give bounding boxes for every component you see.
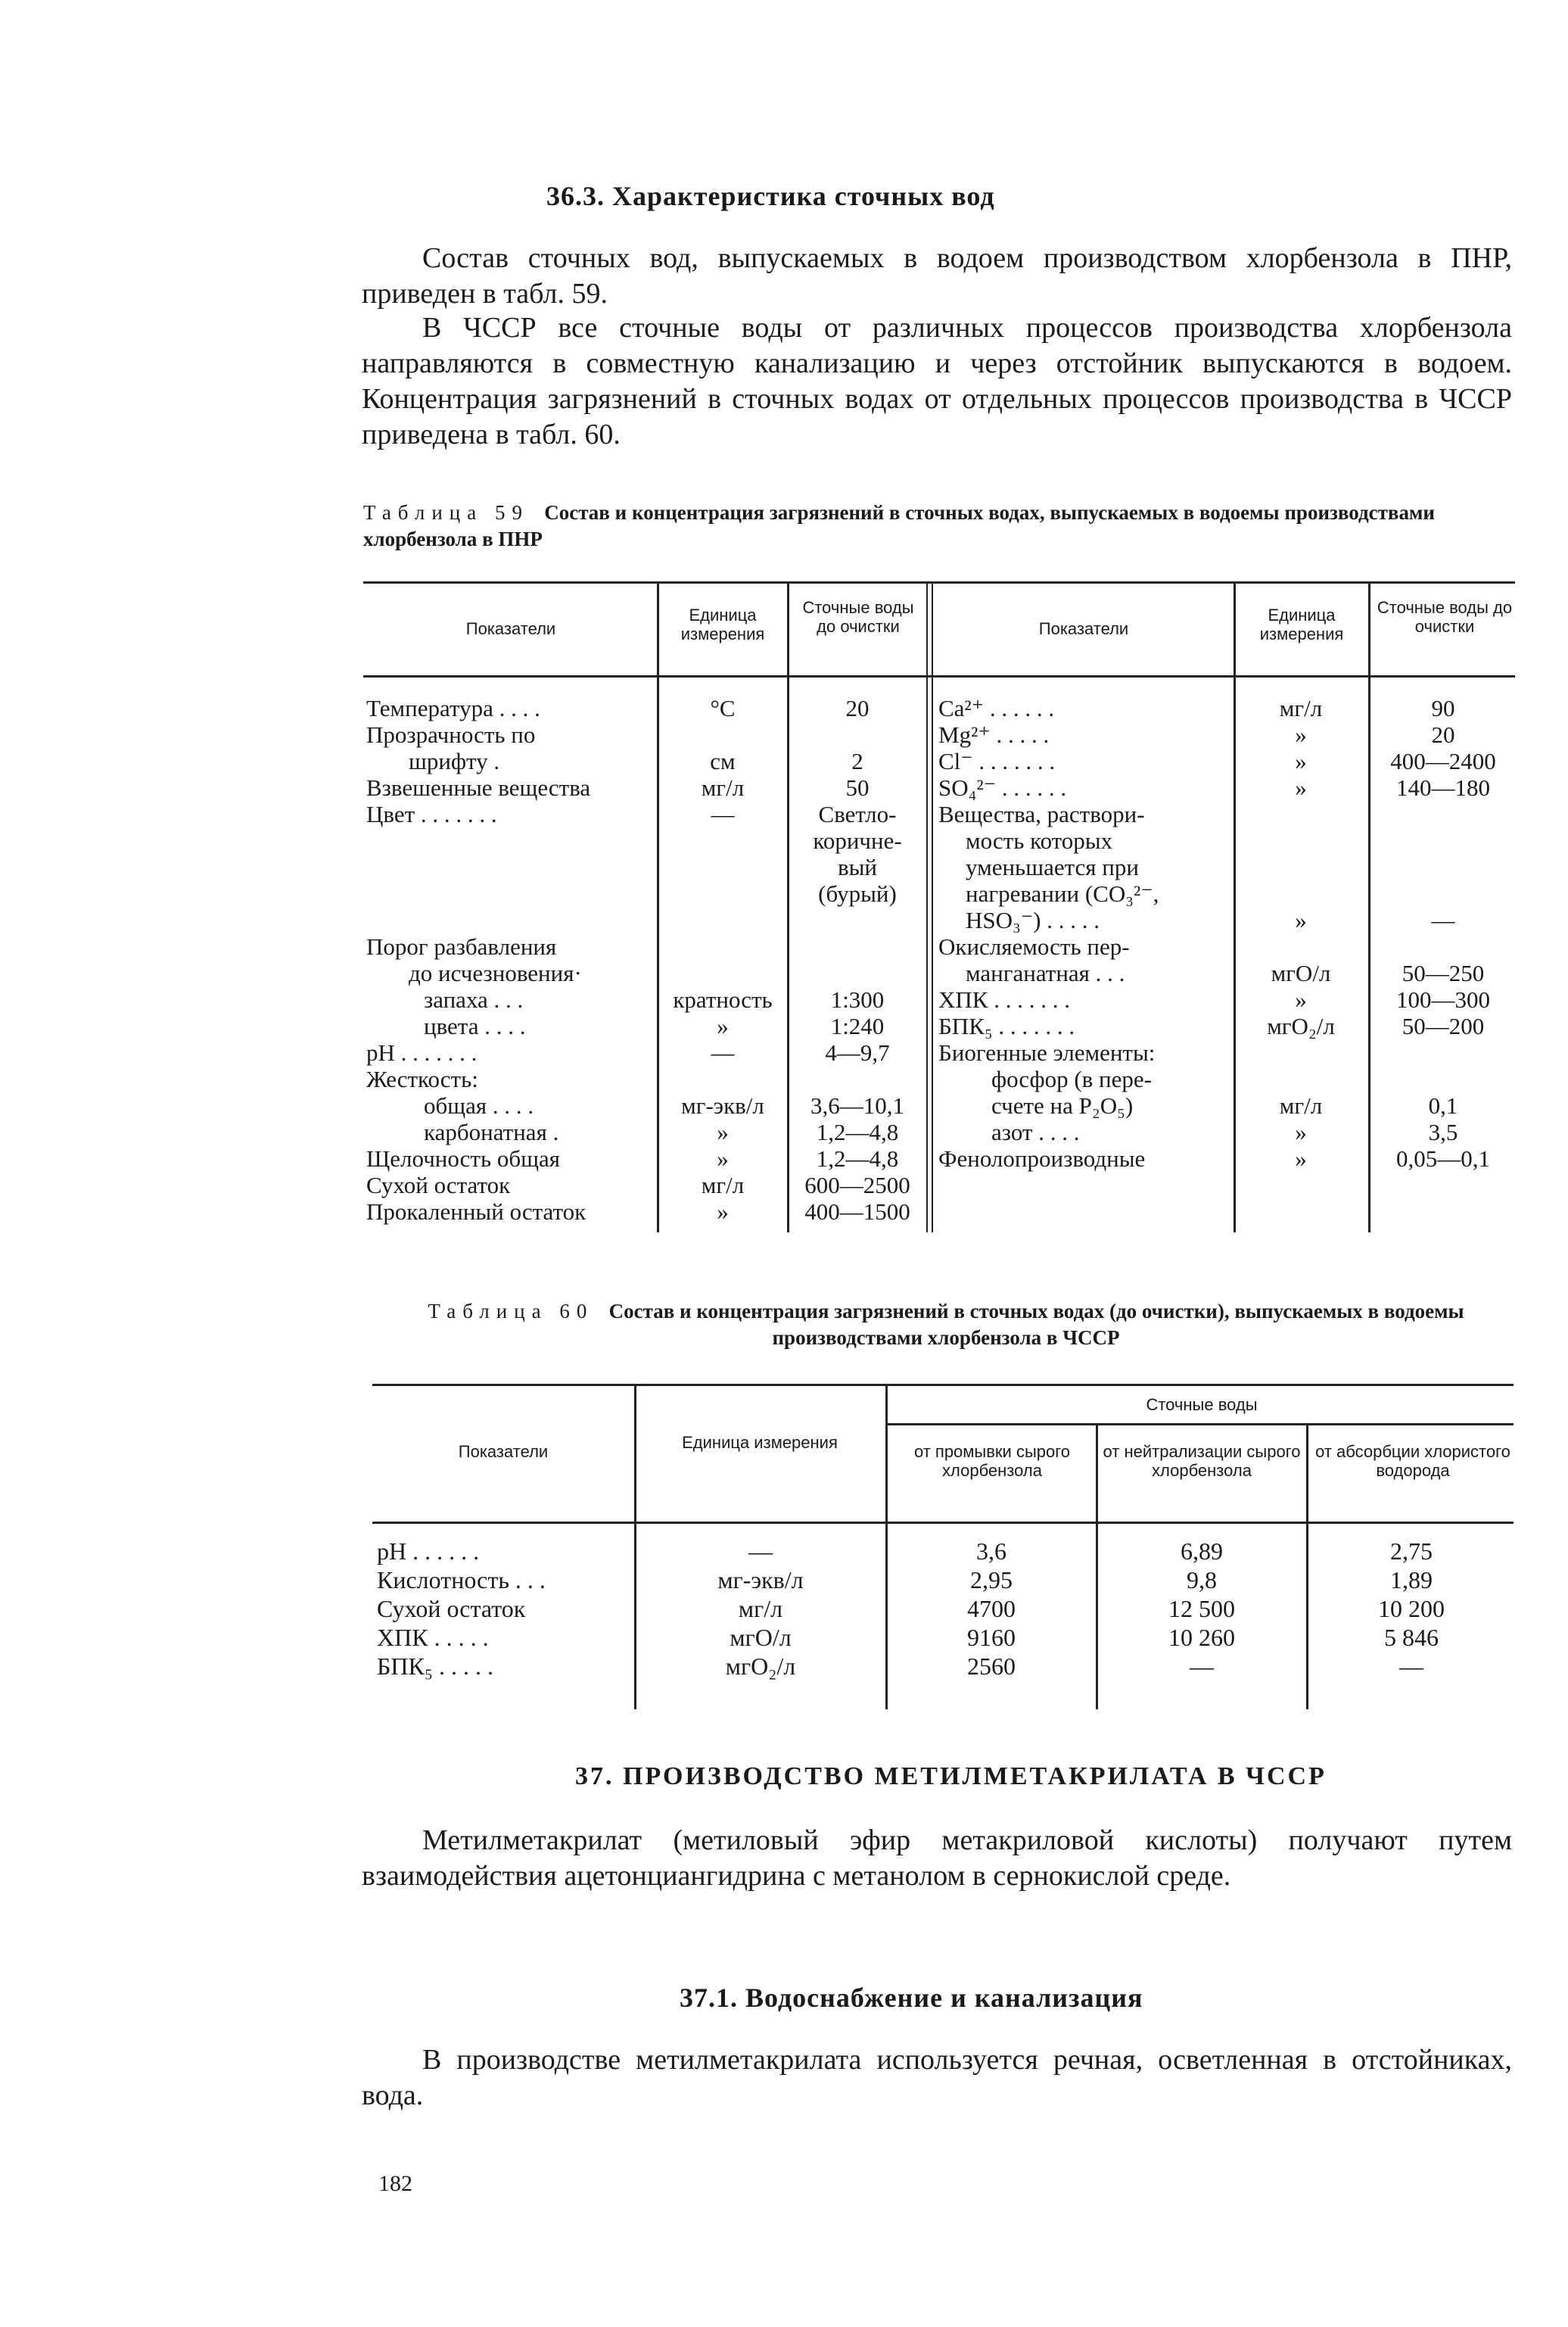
table-cell: » (717, 1145, 729, 1172)
table-cell: до исчезновения· (409, 960, 582, 986)
table-60-header-sub-1: от промывки сырого хлорбензола (913, 1442, 1071, 1480)
table-cell: — (1190, 1653, 1214, 1680)
table-cell: 90 (1431, 695, 1455, 721)
table-cell: БПК₅ . . . . . . . (938, 1013, 1075, 1039)
table-cell: мость которых (966, 827, 1113, 854)
table-59-header-unit: Единица измерения (680, 606, 765, 643)
table-cell: — (1431, 907, 1455, 933)
section-37-1-paragraph: В производстве метилметакрилата используется речная, осветленная в отстойниках, вода. (362, 2044, 1512, 2111)
table-cell: Сухой остаток (366, 1172, 511, 1198)
table-cell: мг/л (701, 774, 745, 801)
table-60-header-sub-2: от нейтрализации сырого хлорбензола (1103, 1442, 1301, 1480)
table-60-col-3 (1309, 1537, 1514, 1681)
table-cell: 2,95 (970, 1566, 1013, 1593)
table-cell: запаха . . . (424, 986, 524, 1013)
table-cell: шрифту . (409, 748, 500, 774)
section-37-title: 37. ПРОИЗВОДСТВО МЕТИЛМЕТАКРИЛАТА В ЧССР (575, 1762, 1327, 1790)
table-cell: 10 260 (1168, 1624, 1235, 1651)
table-cell: мг/л (1279, 695, 1323, 721)
table-cell: — (711, 1039, 735, 1066)
table-cell: » (1295, 1119, 1307, 1145)
table-cell: БПК₅ . . . . . (377, 1653, 493, 1680)
table-cell: » (1295, 1145, 1307, 1172)
table-59-header-unit-right: Единица измерения (1259, 606, 1344, 643)
table-59-label: Таблица 59 (363, 501, 529, 524)
table-cell: pH . . . . . . . (366, 1039, 478, 1066)
table-cell: 50 (845, 774, 870, 801)
table-cell: 20 (845, 695, 870, 721)
table-cell: мгО/л (1271, 960, 1331, 986)
table-cell: нагревании (CO₃²⁻, (966, 880, 1159, 907)
table-cell: 4700 (967, 1595, 1016, 1622)
table-cell: » (717, 1198, 729, 1225)
table-cell: 9,8 (1187, 1566, 1217, 1593)
table-60-header-sub-3: от абсорбции хлористого водорода (1315, 1442, 1510, 1480)
table-cell: Светло- (818, 801, 897, 827)
table-cell: мгО/л (730, 1624, 792, 1651)
table-cell: Порог разбавления (366, 933, 557, 960)
table-cell: °С (710, 695, 736, 721)
table-cell: Прокаленный остаток (366, 1198, 586, 1225)
table-cell: Кислотность . . . (377, 1566, 546, 1593)
table-60-caption-text: Состав и концентрация загрязнений в сточных водах (до очистки), выпускаемых в водоемы производствами хлорбензола в ЧССР (608, 1300, 1464, 1349)
table-60-indicators (377, 1537, 631, 1681)
table-cell: мг/л (701, 1172, 745, 1198)
table-cell: » (1295, 907, 1307, 933)
table-cell: 1:240 (830, 1013, 885, 1039)
table-60-col-1 (888, 1537, 1094, 1681)
table-cell: 3,5 (1428, 1119, 1458, 1145)
table-cell: см (710, 748, 736, 774)
table-cell: Щелочность общая (366, 1145, 561, 1172)
table-cell: 0,05—0,1 (1396, 1145, 1490, 1172)
table-59-header-value: Сточные воды до очистки (802, 598, 914, 636)
table-60-col-divider (1096, 1423, 1098, 1709)
section-37-paragraph: Метилметакрилат (метиловый эфир метакриловой кислоты) получают путем взаимодействия ацетонциангидрина с метанолом в сернокислой среде. (362, 1824, 1512, 1892)
table-60-top-rule (372, 1384, 1514, 1386)
table-60-col-divider (885, 1384, 888, 1709)
table-cell: Ca²⁺ . . . . . . (938, 695, 1055, 721)
table-cell: 140—180 (1396, 774, 1490, 801)
table-59-header-indicator: Показатели (465, 619, 556, 638)
table-cell: 2 (851, 748, 863, 774)
table-cell: 4—9,7 (825, 1039, 890, 1066)
table-cell: 1:300 (830, 986, 885, 1013)
table-cell: » (1295, 721, 1307, 748)
table-cell: Жесткость: (366, 1066, 478, 1092)
table-60-header-indicator: Показатели (458, 1442, 549, 1461)
table-59-header-value-right: Сточные воды до очистки (1377, 598, 1513, 636)
table-cell: » (717, 1013, 729, 1039)
table-cell: манганатная . . . (966, 960, 1125, 986)
section-36-3-paragraph-1: Состав сточных вод, выпускаемых в водоем производством хлорбензола в ПНР, приведен в табл. 59. (362, 242, 1512, 310)
table-cell: мгО₂/л (1267, 1013, 1335, 1039)
table-60-label: Таблица 60 (428, 1300, 594, 1322)
table-cell: pH . . . . . . (377, 1537, 480, 1565)
table-cell: азот . . . . (991, 1119, 1080, 1145)
section-36-3-title: 36.3. Характеристика сточных вод (546, 181, 995, 211)
table-cell: 3,6 (976, 1537, 1006, 1565)
table-cell: мг-экв/л (681, 1092, 764, 1119)
table-cell: 50—250 (1402, 960, 1485, 986)
table-cell: ХПК . . . . . (377, 1624, 489, 1651)
table-cell: 9160 (967, 1624, 1016, 1651)
table-cell: уменьшается при (966, 854, 1139, 880)
table-cell: (бурый) (818, 880, 897, 907)
table-cell: Температура . . . . (366, 695, 540, 721)
table-cell: Цвет . . . . . . . (366, 801, 497, 827)
table-cell: мг/л (738, 1595, 783, 1622)
table-cell: HSO₃⁻) . . . . . (966, 907, 1100, 933)
table-cell: общая . . . . (424, 1092, 534, 1119)
table-60-col-2 (1099, 1537, 1305, 1681)
table-cell: » (1295, 986, 1307, 1013)
table-cell: SO₄²⁻ . . . . . . (938, 774, 1067, 801)
table-cell: 20 (1431, 721, 1455, 748)
section-36-3-paragraph-2: В ЧССР все сточные воды от различных процессов производства хлорбензола направляются в совместную канализацию и через отстойник выпускаются в водоем. Концентрация загрязнений в сточных водах от отдельных процессов производства в ЧССР приведена в табл. 60. (362, 312, 1512, 450)
table-59-header-indicator-right: Показатели (1038, 619, 1129, 638)
table-cell: 2,75 (1390, 1537, 1433, 1565)
table-cell: 100—300 (1396, 986, 1490, 1013)
table-cell: мгО₂/л (725, 1653, 796, 1680)
table-cell: 1,89 (1390, 1566, 1433, 1593)
table-cell: 12 500 (1168, 1595, 1235, 1622)
table-60-header-rule (372, 1522, 1514, 1524)
table-cell: 0,1 (1428, 1092, 1458, 1119)
table-cell: 2560 (967, 1653, 1016, 1680)
table-cell: коричне- (813, 827, 902, 854)
table-cell: — (1399, 1653, 1423, 1680)
table-cell: — (711, 801, 735, 827)
table-cell: мг/л (1279, 1092, 1323, 1119)
table-cell: Вещества, раствори- (938, 801, 1145, 827)
table-cell: Сухой остаток (377, 1595, 526, 1622)
table-cell: 400—1500 (804, 1198, 910, 1225)
table-cell: — (748, 1537, 773, 1565)
table-60-header-unit: Единица измерения (682, 1433, 838, 1452)
table-cell: карбонатная . (424, 1119, 559, 1145)
table-cell: фосфор (в пере- (991, 1066, 1152, 1092)
table-cell: 10 200 (1378, 1595, 1445, 1622)
table-cell: кратность (673, 986, 773, 1013)
table-cell: счете на P₂O₅) (991, 1092, 1134, 1119)
table-cell: » (1295, 748, 1307, 774)
table-cell: вый (837, 854, 878, 880)
table-cell: Биогенные элементы: (938, 1039, 1156, 1066)
table-cell: Окисляемость пер- (938, 933, 1130, 960)
table-60-col-divider (1306, 1423, 1308, 1709)
table-cell: Взвешенные вещества (366, 774, 591, 801)
table-59-caption-text: Состав и концентрация загрязнений в сточных водах, выпускаемых в водоемы производствами хлорбензола в ПНР (363, 501, 1435, 550)
table-cell: мг-экв/л (717, 1566, 804, 1593)
table-cell: 5 846 (1384, 1624, 1439, 1651)
table-cell: Прозрачность по (366, 721, 536, 748)
page-number: 182 (378, 2171, 412, 2196)
table-cell: » (717, 1119, 729, 1145)
table-cell: Cl⁻ . . . . . . . (938, 748, 1056, 774)
table-60-group-rule (885, 1423, 1514, 1425)
table-cell: 1,2—4,8 (816, 1119, 899, 1145)
table-cell: 50—200 (1402, 1013, 1485, 1039)
table-60-col-divider (634, 1384, 636, 1709)
table-60-units (637, 1537, 884, 1681)
table-cell: цвета . . . . (424, 1013, 526, 1039)
table-cell: Mg²⁺ . . . . . (938, 721, 1050, 748)
table-cell: 1,2—4,8 (816, 1145, 899, 1172)
table-60-header-group: Сточные воды (1146, 1395, 1258, 1414)
table-cell: Фенолопроизводные (938, 1145, 1146, 1172)
table-cell: 3,6—10,1 (810, 1092, 904, 1119)
table-cell: 400—2400 (1390, 748, 1496, 774)
table-cell: » (1295, 774, 1307, 801)
table-cell: 6,89 (1181, 1537, 1223, 1565)
table-cell: ХПК . . . . . . . (938, 986, 1070, 1013)
table-cell: 600—2500 (804, 1172, 910, 1198)
section-37-1-title: 37.1. Водоснабжение и канализация (680, 1983, 1143, 2013)
